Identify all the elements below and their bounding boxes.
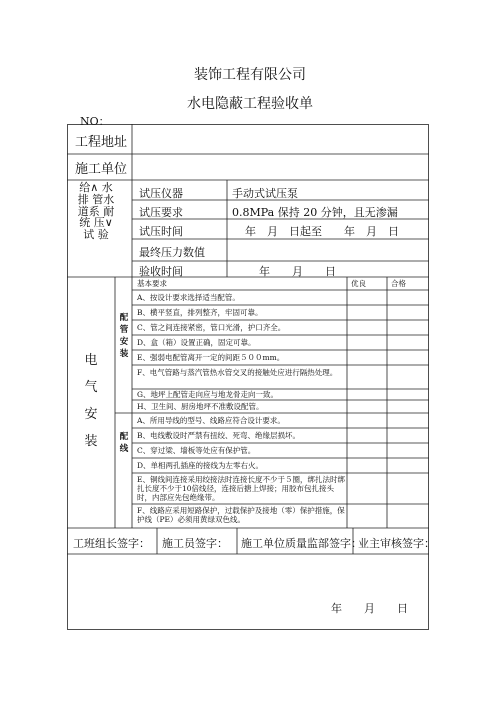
basic-requirements-header: 基本要求: [137, 279, 167, 288]
wiring-item: E、铜线间连接采用绞接法时连接长度不少于５圈，绑扎法时绑扎长度不少于10倍线径，连接后搪上焊接；用胶布包扎接头时，内部应先包绝缘带。: [137, 475, 345, 502]
company-name: 装饰工程有限公司: [194, 67, 306, 83]
pressure-row-value: 年 月 日起至 年 月 日: [245, 225, 399, 238]
pressure-row-label: 试压要求: [139, 206, 183, 219]
wiring-item: F、线路应采用短路保护，过载保护及接地（零）保护措施，保护线（PE）必须用黄绿双色线。: [137, 506, 345, 524]
electrical-section-label: 电 气 安 装: [84, 353, 98, 449]
piping-item: B、横平竖直，排列整齐，牢固可靠。: [137, 308, 263, 317]
piping-install-label: 配 管 安 装: [119, 313, 129, 359]
pressure-row-value: 0.8MPa 保持 20 分钟，且无渗漏: [232, 206, 398, 219]
piping-item: C、管之间连接紧密，管口光滑，护口齐全。: [137, 323, 286, 332]
pass-header: 合格: [391, 279, 406, 288]
pressure-row-label: 最终压力数值: [139, 246, 205, 259]
form-number-label: NO：: [80, 115, 110, 128]
piping-item: G、地坪上配管走向应与地龙骨走向一致。: [137, 390, 278, 399]
piping-item: F、电气管路与蒸汽管热水管交叉的接触处应进行隔热处理。: [137, 368, 338, 377]
wiring-item: D、单相两孔插座的接线为左零右火。: [137, 461, 264, 470]
pressure-test-section-label: 给∧ 水排 管水 道系 耐统 压∨ 试 验: [77, 181, 115, 242]
constructor-signature-label: 施工员签字：: [162, 537, 228, 550]
owner-review-signature-label: 业主审核签字：: [358, 537, 435, 550]
pressure-row-label: 试压时间: [139, 225, 183, 238]
pressure-row-label: 试压仪器: [139, 187, 183, 200]
good-header: 优良: [351, 279, 366, 288]
acceptance-form: [67, 124, 435, 630]
piping-item: E、强弱电配管离开一定的间距５００mm。: [137, 353, 285, 362]
wiring-item: A、所用导线的型号、线路应符合设计要求。: [137, 416, 285, 425]
piping-item: D、盒（箱）设置正确，固定可靠。: [137, 338, 256, 347]
team-leader-signature-label: 工班组长签字：: [73, 537, 150, 550]
piping-item: A、按设计要求选择适当配管。: [137, 293, 240, 302]
project-address-label: 工程地址: [75, 135, 128, 150]
wiring-label: 配 线: [119, 432, 129, 454]
pressure-row-value: 手动式试压泵: [232, 187, 298, 200]
wiring-item: C、穿过梁、墙板等处应有保护管。: [137, 446, 256, 455]
piping-item: H、卫生间、厨房地坪不准敷设配管。: [137, 402, 264, 411]
pressure-row-label: 验收时间: [139, 265, 183, 278]
wiring-item: B、电线敷设时严禁有扭绞、死弯、绝缘层损坏。: [137, 431, 301, 440]
construction-unit-label: 施工单位: [75, 162, 128, 177]
form-title: 水电隐蔽工程验收单: [187, 96, 313, 112]
pressure-row-value: 年 月 日: [259, 265, 336, 278]
signature-date: 年 月 日: [331, 602, 408, 615]
unit-quality-signature-label: 施工单位质量监部签字：: [241, 537, 362, 550]
